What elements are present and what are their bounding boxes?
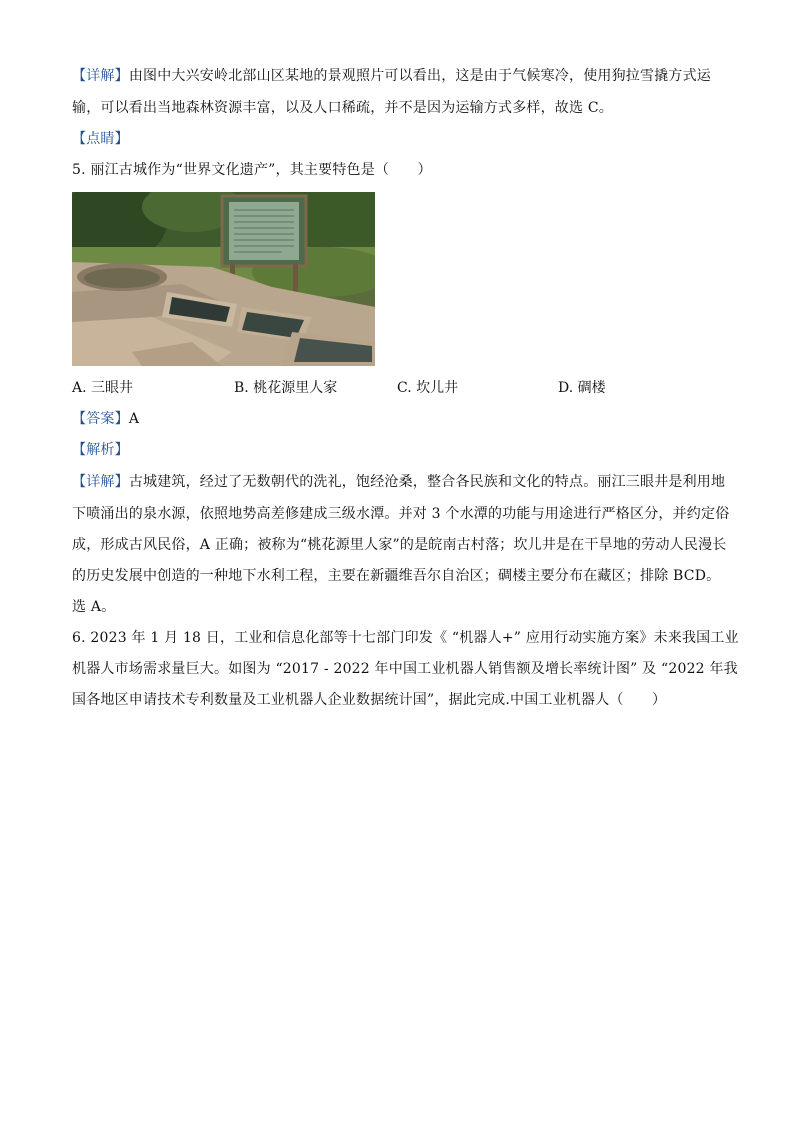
q5-stem: 5. 丽江古城作为“世界文化遗产”，其主要特色是（ ） (72, 162, 432, 178)
detail-tag: 【详解】 (72, 68, 129, 84)
lijiang-three-eye-well-photo (72, 192, 375, 366)
q5-detail-line-1 (72, 472, 726, 492)
q5-detail-text-3: 成，形成古风民俗，A 正确；被称为“桃花源里人家”的是皖南古村落；坎儿井是在干旱地的劳动人民漫长 (72, 537, 727, 553)
q5-detail-text-1: 古城建筑，经过了无数朝代的洗礼，饱经沧桑，整合各民族和文化的特点。丽江三眼井是利用地 (128, 474, 726, 490)
option-c: C. 坎儿井 (397, 380, 459, 396)
q5-answer-line (72, 409, 722, 429)
q5-detail-text-4: 的历史发展中创造的一种地下水利工程，主要在新疆维吾尔自治区；碉楼主要分布在藏区；排除 BCD。 (72, 568, 721, 584)
q6-stem-line-2: 机器人市场需求量巨大。如图为 “2017 - 2022 年中国工业机器人销售额及增长率统计图” 及 “2022 年我 (72, 661, 738, 677)
q4-detail-line-1 (72, 66, 722, 86)
analysis-tag: 【解析】 (72, 442, 129, 458)
detail-tag: 【详解】 (72, 474, 129, 490)
q5-detail-text-5: 选 A。 (72, 599, 116, 615)
q6-stem-line-3: 国各地区申请技术专利数量及工业机器人企业数据统计国”，据此完成.中国工业机器人（ ） (72, 692, 667, 708)
option-d: D. 碉楼 (558, 380, 606, 396)
q4-detail-text-2: 输，可以看出当地森林资源丰富，以及人口稀疏，并不是因为运输方式多样，故选 C。 (72, 100, 613, 116)
answer-value: A (128, 411, 140, 427)
q5-options (72, 378, 722, 398)
answer-tag: 【答案】 (72, 411, 129, 427)
q4-detail-text-1: 由图中大兴安岭北部山区某地的景观照片可以看出，这是由于气候寒冷，使用狗拉雪撬方式运 (128, 68, 712, 84)
option-b: B. 桃花源里人家 (234, 380, 338, 396)
comment-tag: 【点睛】 (72, 131, 129, 147)
q6-stem-line-1: 6. 2023 年 1 月 18 日，工业和信息化部等十七部门印发《 “机器人+” 应用行动实施方案》未来我国工业 (72, 630, 739, 646)
q5-detail-text-2: 下喷涌出的泉水源，依照地势高差修建成三级水潭。并对 3 个水潭的功能与用途进行严格区分，并约定俗 (72, 506, 730, 522)
option-a: A. 三眼井 (72, 380, 134, 396)
